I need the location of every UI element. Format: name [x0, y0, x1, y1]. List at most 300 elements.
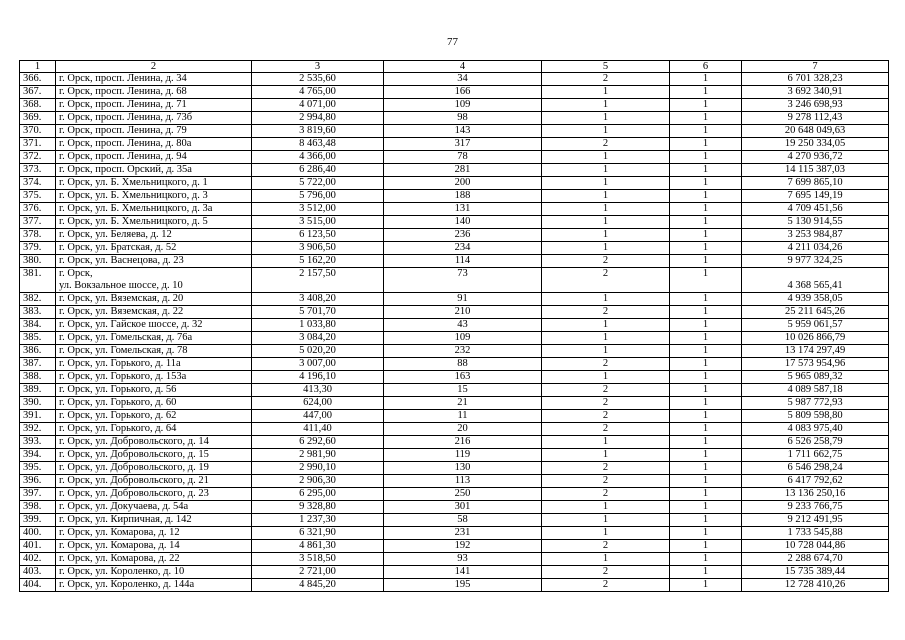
table-row	[20, 138, 889, 151]
address-cell: г. Орск, ул. Короленко, д. 10	[56, 566, 252, 579]
column-6-cell: 1	[670, 553, 742, 566]
amount-cell: 5 130 914,55	[742, 216, 889, 229]
column-6-cell: 1	[670, 99, 742, 112]
amount-cell: 9 278 112,43	[742, 112, 889, 125]
address-cell: г. Орск, просп. Орский, д. 35а	[56, 164, 252, 177]
address-cell: г. Орск, ул. Беляева, д. 12	[56, 229, 252, 242]
amount-cell: 7 695 149,19	[742, 190, 889, 203]
row-number-cell: 368.	[20, 99, 56, 112]
count-cell: 88	[384, 358, 542, 371]
amount-cell: 14 115 387,03	[742, 164, 889, 177]
count-cell: 192	[384, 540, 542, 553]
row-number-cell: 404.	[20, 579, 56, 592]
amount-cell: 4 089 587,18	[742, 384, 889, 397]
area-cell: 1 033,80	[252, 319, 384, 332]
column-5-cell: 2	[542, 384, 670, 397]
address-cell: г. Орск, ул. Добровольского, д. 23	[56, 488, 252, 501]
table-row	[20, 216, 889, 229]
table-row	[20, 384, 889, 397]
column-header: 1	[20, 61, 56, 73]
amount-cell: 25 211 645,26	[742, 306, 889, 319]
row-number-cell: 392.	[20, 423, 56, 436]
column-6-cell: 1	[670, 475, 742, 488]
column-5-cell: 1	[542, 553, 670, 566]
count-cell: 73	[384, 268, 542, 293]
column-5-cell: 1	[542, 436, 670, 449]
column-5-cell: 1	[542, 371, 670, 384]
row-number-cell: 391.	[20, 410, 56, 423]
count-cell: 130	[384, 462, 542, 475]
table-row	[20, 371, 889, 384]
amount-cell: 9 212 491,95	[742, 514, 889, 527]
column-6-cell: 1	[670, 449, 742, 462]
address-cell: г. Орск, ул. Б. Хмельницкого, д. 3	[56, 190, 252, 203]
column-6-cell: 1	[670, 177, 742, 190]
row-number-cell: 369.	[20, 112, 56, 125]
column-6-cell: 1	[670, 203, 742, 216]
table-row	[20, 423, 889, 436]
table-row	[20, 579, 889, 592]
row-number-cell: 372.	[20, 151, 56, 164]
table-row	[20, 190, 889, 203]
area-cell: 2 157,50	[252, 268, 384, 293]
row-number-cell: 378.	[20, 229, 56, 242]
count-cell: 188	[384, 190, 542, 203]
column-5-cell: 2	[542, 488, 670, 501]
area-cell: 3 007,00	[252, 358, 384, 371]
row-number-cell: 393.	[20, 436, 56, 449]
column-6-cell: 1	[670, 527, 742, 540]
count-cell: 163	[384, 371, 542, 384]
column-5-cell: 2	[542, 566, 670, 579]
address-cell: г. Орск, ул. Гайское шоссе, д. 32	[56, 319, 252, 332]
area-cell: 413,30	[252, 384, 384, 397]
table-body	[20, 73, 889, 592]
table-row	[20, 293, 889, 306]
area-cell: 2 990,10	[252, 462, 384, 475]
row-number-cell: 381.	[20, 268, 56, 293]
row-number-cell: 379.	[20, 242, 56, 255]
count-cell: 58	[384, 514, 542, 527]
count-cell: 11	[384, 410, 542, 423]
column-5-cell: 1	[542, 345, 670, 358]
table-row	[20, 540, 889, 553]
column-6-cell: 1	[670, 371, 742, 384]
amount-cell: 6 546 298,24	[742, 462, 889, 475]
column-5-cell: 1	[542, 242, 670, 255]
count-cell: 250	[384, 488, 542, 501]
address-cell: г. Орск, ул. Добровольского, д. 14	[56, 436, 252, 449]
column-6-cell: 1	[670, 423, 742, 436]
address-cell	[56, 268, 252, 293]
amount-cell: 5 965 089,32	[742, 371, 889, 384]
table-row	[20, 151, 889, 164]
column-6-cell: 1	[670, 384, 742, 397]
table-row	[20, 462, 889, 475]
column-5-cell: 2	[542, 358, 670, 371]
table-row	[20, 514, 889, 527]
count-cell: 166	[384, 86, 542, 99]
column-header: 5	[542, 61, 670, 73]
column-5-cell: 1	[542, 99, 670, 112]
area-cell: 5 796,00	[252, 190, 384, 203]
area-cell: 3 084,20	[252, 332, 384, 345]
area-cell: 447,00	[252, 410, 384, 423]
table-row	[20, 306, 889, 319]
row-number-cell: 399.	[20, 514, 56, 527]
count-cell: 317	[384, 138, 542, 151]
area-cell: 5 722,00	[252, 177, 384, 190]
count-cell: 78	[384, 151, 542, 164]
count-cell: 234	[384, 242, 542, 255]
column-6-cell: 1	[670, 462, 742, 475]
amount-cell: 6 526 258,79	[742, 436, 889, 449]
table-row	[20, 255, 889, 268]
area-cell: 4 861,30	[252, 540, 384, 553]
count-cell: 34	[384, 73, 542, 86]
column-6-cell: 1	[670, 86, 742, 99]
column-5-cell: 1	[542, 190, 670, 203]
row-number-cell: 366.	[20, 73, 56, 86]
address-cell: г. Орск, просп. Ленина, д. 80а	[56, 138, 252, 151]
table-row	[20, 242, 889, 255]
row-number-cell: 373.	[20, 164, 56, 177]
column-5-cell: 1	[542, 501, 670, 514]
amount-cell: 7 699 865,10	[742, 177, 889, 190]
count-cell: 143	[384, 125, 542, 138]
count-cell: 216	[384, 436, 542, 449]
area-cell: 6 123,50	[252, 229, 384, 242]
column-5-cell: 1	[542, 164, 670, 177]
address-line: ул. Вокзальное шоссе, д. 10	[59, 280, 183, 291]
count-cell: 20	[384, 423, 542, 436]
count-cell: 114	[384, 255, 542, 268]
amount-cell: 1 733 545,88	[742, 527, 889, 540]
row-number-cell: 386.	[20, 345, 56, 358]
address-cell: г. Орск, ул. Горького, д. 56	[56, 384, 252, 397]
amount-cell: 15 735 389,44	[742, 566, 889, 579]
column-5-cell: 1	[542, 527, 670, 540]
amount-cell: 4 368 565,41	[742, 268, 889, 293]
amount-cell: 19 250 334,05	[742, 138, 889, 151]
column-6-cell: 1	[670, 488, 742, 501]
table-row	[20, 164, 889, 177]
column-6-cell: 1	[670, 242, 742, 255]
row-number-cell: 403.	[20, 566, 56, 579]
area-cell: 3 515,00	[252, 216, 384, 229]
column-5-cell: 1	[542, 112, 670, 125]
column-5-cell: 2	[542, 462, 670, 475]
address-cell: г. Орск, ул. Б. Хмельницкого, д. 1	[56, 177, 252, 190]
column-6-cell: 1	[670, 112, 742, 125]
table-row	[20, 177, 889, 190]
address-cell: г. Орск, ул. Гомельская, д. 78	[56, 345, 252, 358]
row-number-cell: 387.	[20, 358, 56, 371]
count-cell: 43	[384, 319, 542, 332]
column-header: 7	[742, 61, 889, 73]
address-cell: г. Орск, ул. Горького, д. 64	[56, 423, 252, 436]
table-row	[20, 319, 889, 332]
address-cell: г. Орск, ул. Б. Хмельницкого, д. 3а	[56, 203, 252, 216]
table-row	[20, 203, 889, 216]
address-cell: г. Орск, ул. Комарова, д. 14	[56, 540, 252, 553]
column-number-header-row	[20, 61, 889, 73]
address-cell: г. Орск, ул. Горького, д. 153а	[56, 371, 252, 384]
address-cell: г. Орск, ул. Вяземская, д. 20	[56, 293, 252, 306]
area-cell: 5 020,20	[252, 345, 384, 358]
amount-cell: 10 728 044,86	[742, 540, 889, 553]
count-cell: 141	[384, 566, 542, 579]
column-6-cell: 1	[670, 501, 742, 514]
row-number-cell: 382.	[20, 293, 56, 306]
area-cell: 4 845,20	[252, 579, 384, 592]
column-6-cell: 1	[670, 151, 742, 164]
area-cell: 3 512,00	[252, 203, 384, 216]
column-5-cell: 2	[542, 306, 670, 319]
area-cell: 4 071,00	[252, 99, 384, 112]
table-row	[20, 229, 889, 242]
table-row	[20, 488, 889, 501]
row-number-cell: 398.	[20, 501, 56, 514]
address-cell: г. Орск, ул. Васнецова, д. 23	[56, 255, 252, 268]
count-cell: 131	[384, 203, 542, 216]
table-row	[20, 268, 889, 293]
table-row	[20, 125, 889, 138]
page-number: 77	[447, 36, 458, 48]
count-cell: 281	[384, 164, 542, 177]
column-header: 6	[670, 61, 742, 73]
count-cell: 93	[384, 553, 542, 566]
column-5-cell: 1	[542, 151, 670, 164]
count-cell: 301	[384, 501, 542, 514]
column-5-cell: 2	[542, 410, 670, 423]
area-cell: 3 518,50	[252, 553, 384, 566]
count-cell: 232	[384, 345, 542, 358]
row-number-cell: 396.	[20, 475, 56, 488]
count-cell: 195	[384, 579, 542, 592]
column-6-cell: 1	[670, 125, 742, 138]
address-cell: г. Орск, просп. Ленина, д. 34	[56, 73, 252, 86]
row-number-cell: 367.	[20, 86, 56, 99]
amount-cell: 4 709 451,56	[742, 203, 889, 216]
row-number-cell: 394.	[20, 449, 56, 462]
row-number-cell: 385.	[20, 332, 56, 345]
address-cell: г. Орск, ул. Добровольского, д. 19	[56, 462, 252, 475]
amount-cell: 6 701 328,23	[742, 73, 889, 86]
amount-cell: 13 174 297,49	[742, 345, 889, 358]
address-cell: г. Орск, ул. Б. Хмельницкого, д. 5	[56, 216, 252, 229]
count-cell: 231	[384, 527, 542, 540]
column-6-cell: 1	[670, 293, 742, 306]
column-5-cell: 2	[542, 423, 670, 436]
amount-cell: 6 417 792,62	[742, 475, 889, 488]
row-number-cell: 376.	[20, 203, 56, 216]
column-6-cell: 1	[670, 319, 742, 332]
area-cell: 6 295,00	[252, 488, 384, 501]
amount-cell: 4 270 936,72	[742, 151, 889, 164]
count-cell: 140	[384, 216, 542, 229]
area-cell: 624,00	[252, 397, 384, 410]
column-5-cell: 2	[542, 268, 670, 293]
address-cell: г. Орск, просп. Ленина, д. 94	[56, 151, 252, 164]
column-6-cell: 1	[670, 566, 742, 579]
area-cell: 6 292,60	[252, 436, 384, 449]
column-5-cell: 2	[542, 138, 670, 151]
address-cell: г. Орск, просп. Ленина, д. 71	[56, 99, 252, 112]
column-6-cell: 1	[670, 332, 742, 345]
column-5-cell: 1	[542, 449, 670, 462]
count-cell: 113	[384, 475, 542, 488]
table-row	[20, 358, 889, 371]
amount-cell: 5 987 772,93	[742, 397, 889, 410]
address-cell: г. Орск, ул. Докучаева, д. 54а	[56, 501, 252, 514]
count-cell: 200	[384, 177, 542, 190]
area-cell: 2 906,30	[252, 475, 384, 488]
table-row	[20, 475, 889, 488]
column-6-cell: 1	[670, 229, 742, 242]
row-number-cell: 374.	[20, 177, 56, 190]
amount-cell: 3 692 340,91	[742, 86, 889, 99]
count-cell: 109	[384, 99, 542, 112]
area-cell: 8 463,48	[252, 138, 384, 151]
column-5-cell: 1	[542, 216, 670, 229]
column-6-cell: 1	[670, 306, 742, 319]
address-cell: г. Орск, просп. Ленина, д. 68	[56, 86, 252, 99]
area-cell: 2 535,60	[252, 73, 384, 86]
column-5-cell: 1	[542, 229, 670, 242]
row-number-cell: 401.	[20, 540, 56, 553]
amount-cell: 2 288 674,70	[742, 553, 889, 566]
amount-cell: 9 233 766,75	[742, 501, 889, 514]
column-5-cell: 2	[542, 255, 670, 268]
address-cell: г. Орск, ул. Гомельская, д. 76а	[56, 332, 252, 345]
column-5-cell: 1	[542, 125, 670, 138]
column-5-cell: 2	[542, 579, 670, 592]
row-number-cell: 388.	[20, 371, 56, 384]
area-cell: 9 328,80	[252, 501, 384, 514]
amount-cell: 10 026 866,79	[742, 332, 889, 345]
address-cell: г. Орск, ул. Комарова, д. 12	[56, 527, 252, 540]
column-5-cell: 1	[542, 203, 670, 216]
table-row	[20, 73, 889, 86]
address-cell: г. Орск, ул. Горького, д. 11а	[56, 358, 252, 371]
row-number-cell: 384.	[20, 319, 56, 332]
count-cell: 210	[384, 306, 542, 319]
column-6-cell: 1	[670, 190, 742, 203]
column-6-cell: 1	[670, 579, 742, 592]
address-cell: г. Орск, просп. Ленина, д. 79	[56, 125, 252, 138]
address-cell: г. Орск, ул. Братская, д. 52	[56, 242, 252, 255]
amount-cell: 5 809 598,80	[742, 410, 889, 423]
row-number-cell: 402.	[20, 553, 56, 566]
table-row	[20, 332, 889, 345]
row-number-cell: 377.	[20, 216, 56, 229]
amount-cell: 4 939 358,05	[742, 293, 889, 306]
column-6-cell: 1	[670, 255, 742, 268]
amount-cell: 17 573 954,96	[742, 358, 889, 371]
column-5-cell: 1	[542, 332, 670, 345]
column-5-cell: 1	[542, 177, 670, 190]
table-row	[20, 449, 889, 462]
count-cell: 21	[384, 397, 542, 410]
column-6-cell: 1	[670, 216, 742, 229]
area-cell: 4 196,10	[252, 371, 384, 384]
row-number-cell: 397.	[20, 488, 56, 501]
amount-cell: 5 959 061,57	[742, 319, 889, 332]
address-cell: г. Орск, ул. Добровольского, д. 21	[56, 475, 252, 488]
table-row	[20, 527, 889, 540]
column-6-cell: 1	[670, 436, 742, 449]
table-row	[20, 345, 889, 358]
area-cell: 2 994,80	[252, 112, 384, 125]
row-number-cell: 371.	[20, 138, 56, 151]
address-cell: г. Орск, ул. Короленко, д. 144а	[56, 579, 252, 592]
count-cell: 15	[384, 384, 542, 397]
column-6-cell: 1	[670, 268, 742, 293]
address-cell: г. Орск, ул. Вяземская, д. 22	[56, 306, 252, 319]
count-cell: 91	[384, 293, 542, 306]
address-cell: г. Орск, ул. Комарова, д. 22	[56, 553, 252, 566]
table-row	[20, 86, 889, 99]
address-line: г. Орск,	[59, 268, 93, 279]
count-cell: 109	[384, 332, 542, 345]
row-number-cell: 389.	[20, 384, 56, 397]
area-cell: 3 819,60	[252, 125, 384, 138]
area-cell: 6 321,90	[252, 527, 384, 540]
area-cell: 3 906,50	[252, 242, 384, 255]
table-row	[20, 436, 889, 449]
row-number-cell: 370.	[20, 125, 56, 138]
address-cell: г. Орск, ул. Горького, д. 62	[56, 410, 252, 423]
column-5-cell: 2	[542, 73, 670, 86]
address-cell: г. Орск, ул. Кирпичная, д. 142	[56, 514, 252, 527]
column-5-cell: 2	[542, 475, 670, 488]
column-5-cell: 2	[542, 540, 670, 553]
address-cell: г. Орск, ул. Горького, д. 60	[56, 397, 252, 410]
housing-registry-table	[19, 60, 889, 592]
amount-cell: 4 211 034,26	[742, 242, 889, 255]
column-5-cell: 1	[542, 293, 670, 306]
row-number-cell: 380.	[20, 255, 56, 268]
table-row	[20, 99, 889, 112]
count-cell: 98	[384, 112, 542, 125]
row-number-cell: 390.	[20, 397, 56, 410]
table-row	[20, 566, 889, 579]
column-5-cell: 1	[542, 86, 670, 99]
column-5-cell: 1	[542, 514, 670, 527]
row-number-cell: 375.	[20, 190, 56, 203]
table-row	[20, 501, 889, 514]
address-cell: г. Орск, просп. Ленина, д. 73б	[56, 112, 252, 125]
amount-cell: 13 136 250,16	[742, 488, 889, 501]
area-cell: 411,40	[252, 423, 384, 436]
column-header: 2	[56, 61, 252, 73]
amount-cell: 4 083 975,40	[742, 423, 889, 436]
row-number-cell: 395.	[20, 462, 56, 475]
column-header: 3	[252, 61, 384, 73]
area-cell: 3 408,20	[252, 293, 384, 306]
amount-cell: 3 253 984,87	[742, 229, 889, 242]
amount-cell: 9 977 324,25	[742, 255, 889, 268]
row-number-cell: 400.	[20, 527, 56, 540]
table-row	[20, 112, 889, 125]
area-cell: 5 701,70	[252, 306, 384, 319]
column-6-cell: 1	[670, 164, 742, 177]
area-cell: 4 765,00	[252, 86, 384, 99]
count-cell: 236	[384, 229, 542, 242]
area-cell: 6 286,40	[252, 164, 384, 177]
column-6-cell: 1	[670, 514, 742, 527]
